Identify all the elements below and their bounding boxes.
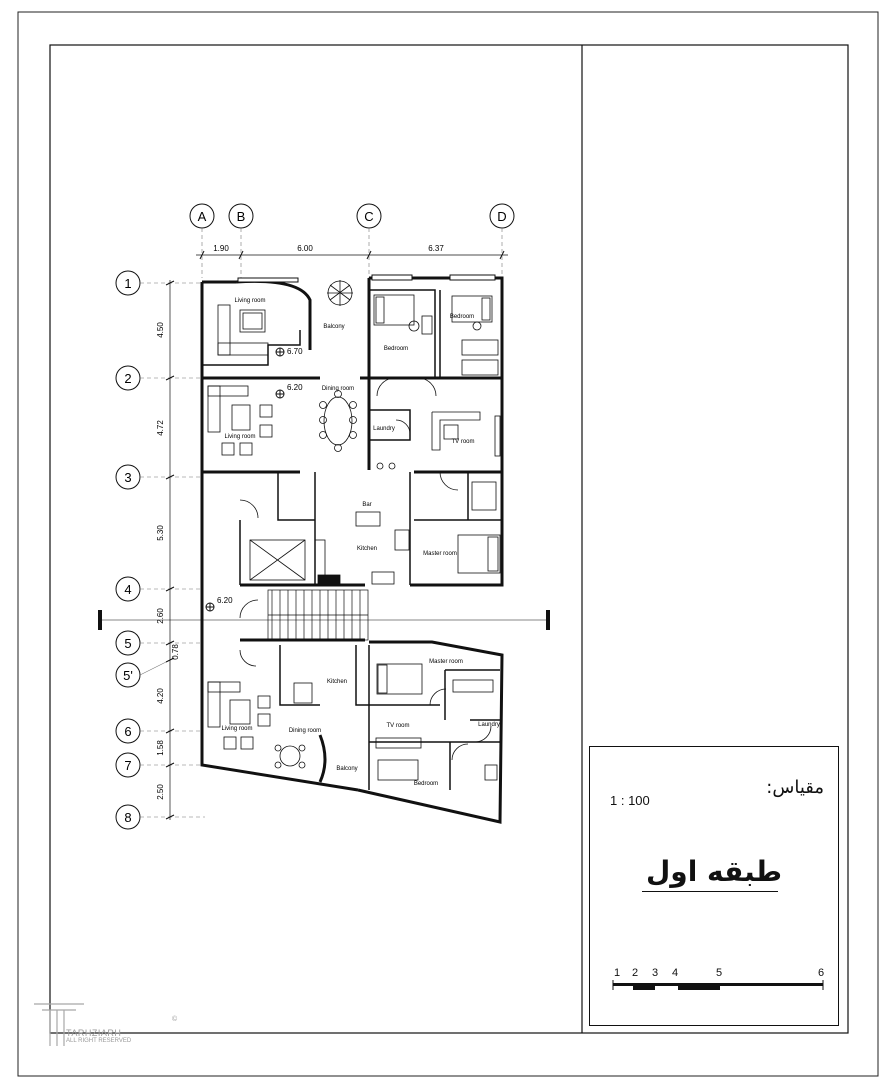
dining-table-icon xyxy=(320,391,357,452)
svg-text:4: 4 xyxy=(124,582,132,597)
svg-text:2: 2 xyxy=(124,371,132,386)
room-label: Master room xyxy=(423,551,457,557)
scale-bar-number: 2 xyxy=(632,967,639,979)
lower-furniture-icon xyxy=(208,664,497,780)
dim-left-1-2: 4.50 xyxy=(156,322,165,338)
logo-rights: ALL RIGHT RESERVED xyxy=(66,1038,132,1044)
grid-row-2 xyxy=(116,366,200,390)
grid-label-d: D xyxy=(497,209,507,224)
living-furniture-icon xyxy=(208,386,272,455)
grid-column-c xyxy=(357,204,381,278)
scale-bar-number: 5 xyxy=(716,967,723,979)
master-bed-icon xyxy=(458,482,500,573)
room-label: Living room xyxy=(224,434,256,440)
dim-top-cd: 6.37 xyxy=(428,244,444,253)
room-label: Kitchen xyxy=(326,679,348,685)
dim-left-3-4: 5.30 xyxy=(156,525,165,541)
room-label: Kitchen xyxy=(356,546,378,552)
room-label: Dining room xyxy=(321,386,355,392)
level-markers xyxy=(206,347,303,611)
room-label: TV room xyxy=(386,723,410,729)
level-marker-icon xyxy=(206,596,233,611)
grid-label-a: A xyxy=(197,209,207,224)
dim-top-ab: 1.90 xyxy=(213,244,229,253)
grid-label-b: B xyxy=(236,209,246,224)
room-label: Balcony xyxy=(336,766,358,772)
room-label: Living room xyxy=(221,726,253,732)
door-swings-top xyxy=(240,378,458,618)
title-underline xyxy=(642,891,778,892)
left-dimensions xyxy=(156,280,180,820)
room-label: TV room xyxy=(451,439,475,445)
scale-bar-number: 4 xyxy=(672,967,679,979)
grid-row-3 xyxy=(116,465,200,489)
room-label: Dining room xyxy=(288,728,322,734)
section-cut-line xyxy=(98,610,550,630)
room-label: Laundry xyxy=(478,722,500,728)
room-label: Bedroom xyxy=(449,314,475,320)
grid-column-d xyxy=(490,204,514,278)
level-marker-icon xyxy=(276,347,303,356)
elevator-icon xyxy=(250,540,305,580)
svg-text:6: 6 xyxy=(124,724,132,739)
level-label-2: 6.20 xyxy=(287,383,303,392)
scale-bar-number: 1 xyxy=(614,967,621,979)
grid-row-8 xyxy=(116,805,205,829)
svg-text:3: 3 xyxy=(124,470,132,485)
svg-text:7: 7 xyxy=(124,758,132,773)
grid-row-4 xyxy=(116,577,200,601)
room-label: Laundry xyxy=(373,426,395,432)
scale-bar-number: 6 xyxy=(818,967,825,979)
staircase-icon xyxy=(268,590,368,640)
grid-row-5 xyxy=(116,631,200,655)
scale-label: مقیاس: xyxy=(766,777,824,798)
level-marker-icon xyxy=(276,383,303,398)
dim-left-4-5: 2.60 xyxy=(156,608,165,624)
scale-bar-number: 3 xyxy=(652,967,659,979)
lower-interior-walls xyxy=(280,645,500,790)
watermark-logo xyxy=(30,1000,190,1050)
scale-value: 1 : 100 xyxy=(610,793,650,808)
room-label: Bar xyxy=(362,502,372,508)
grid-column-a xyxy=(190,204,214,278)
upper-windows xyxy=(238,275,495,282)
copyright-mark: © xyxy=(172,1016,178,1023)
dim-left-6-7: 1.58 xyxy=(156,740,165,756)
room-label: Balcony xyxy=(323,324,345,330)
dim-left-5-5p: 0.78 xyxy=(171,644,180,660)
svg-text:8: 8 xyxy=(124,810,132,825)
svg-text:1: 1 xyxy=(124,276,132,291)
grid-row-6 xyxy=(116,719,200,743)
sheet-title: طبقه اول xyxy=(646,855,782,888)
svg-text:5: 5 xyxy=(124,636,132,651)
dim-top-bc: 6.00 xyxy=(297,244,313,253)
grid-row-5-prime xyxy=(116,660,170,687)
room-label: Bedroom xyxy=(383,346,409,352)
title-block xyxy=(589,746,839,1026)
top-dimensions xyxy=(196,244,508,259)
dim-left-7-8: 2.50 xyxy=(156,784,165,800)
kitchen-counter-icon xyxy=(315,463,409,585)
grid-row-1 xyxy=(116,271,200,295)
grid-label-c: C xyxy=(364,209,374,224)
level-label-1: 6.70 xyxy=(287,347,303,356)
dim-left-5p-6: 4.20 xyxy=(156,688,165,704)
sofa-set-icon xyxy=(218,305,268,355)
tv-sofa-icon xyxy=(432,412,500,456)
plant-icon xyxy=(327,280,353,306)
room-label: Bedroom xyxy=(413,781,439,787)
logo-name: TARHZIARH xyxy=(66,1028,122,1038)
dim-left-2-3: 4.72 xyxy=(156,420,165,436)
level-label-3: 6.20 xyxy=(217,596,233,605)
room-label: Master room xyxy=(429,659,463,665)
room-label: Living room xyxy=(234,298,266,304)
grid-column-b xyxy=(229,204,253,278)
svg-text:5': 5' xyxy=(123,668,133,683)
bed-icon xyxy=(374,295,498,375)
